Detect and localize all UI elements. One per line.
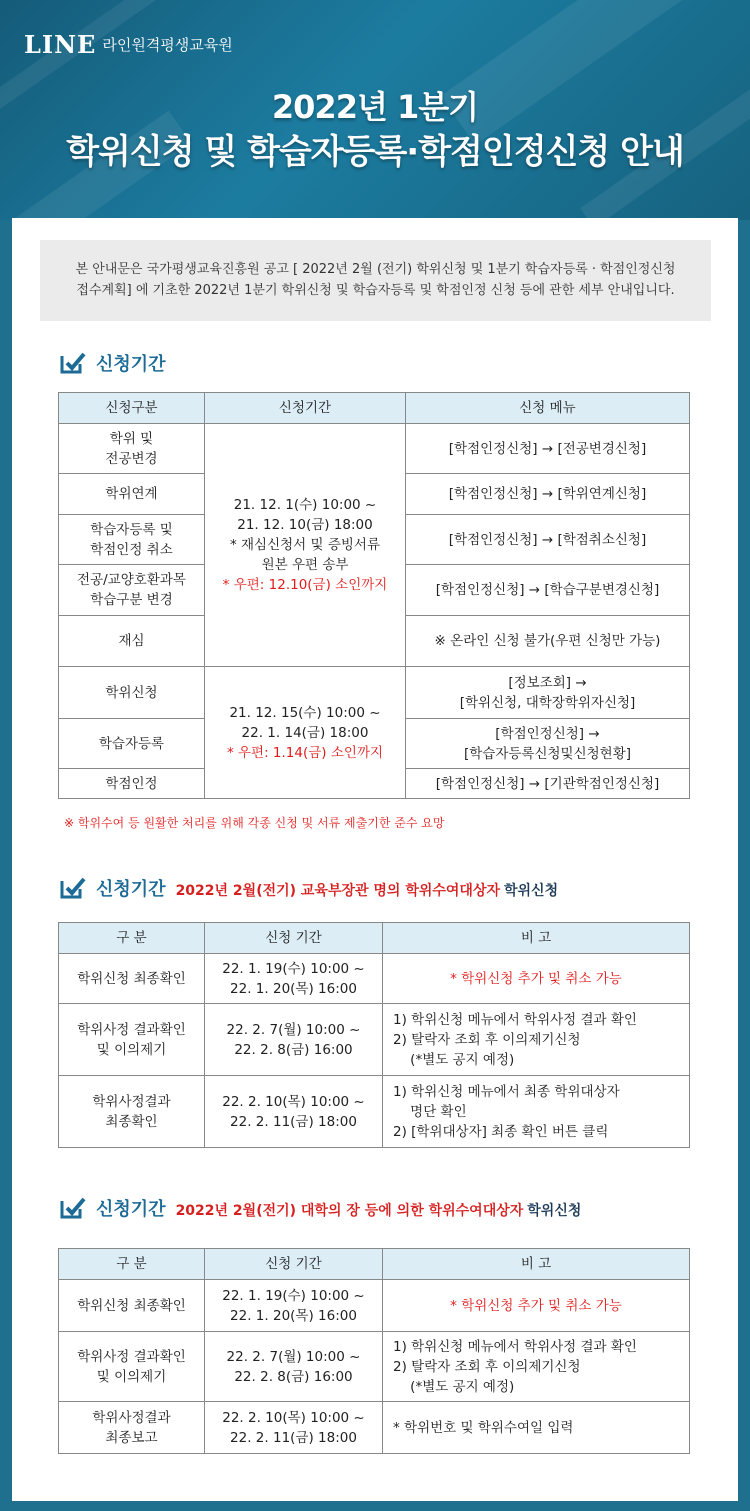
section1-heading: [60, 348, 166, 376]
table1-header-type: 신청구분: [59, 393, 205, 424]
table-cell: 학습자등록 및 학점인정 취소: [59, 515, 205, 565]
schedule-table-3: [58, 1248, 690, 1454]
table-cell: [학점인정신청] → [학위연계신청]: [406, 474, 690, 515]
table-cell: 22. 1. 19(수) 10:00 ~ 22. 1. 20(목) 16:00: [205, 1280, 383, 1332]
table1-header-period: 신청기간: [205, 393, 406, 424]
checkmark-icon: [60, 877, 86, 899]
table-cell: 학위신청: [59, 667, 205, 719]
table-cell: 1) 학위신청 메뉴에서 학위사정 결과 확인 2) 탈락자 조회 후 이의제기신청 (*별도 공지 예정): [383, 1332, 690, 1402]
table-cell: 22. 2. 7(월) 10:00 ~ 22. 2. 8(금) 16:00: [205, 1004, 383, 1076]
table-cell: 학위연계: [59, 474, 205, 515]
section3-title: 신청기간: [96, 1199, 166, 1220]
table-cell: [학점인정신청] → [전공변경신청]: [406, 424, 690, 474]
table-cell: 학위사정 결과확인 및 이의제기: [59, 1004, 205, 1076]
page-title-line2: 학위신청 및 학습자등록·학점인정신청 안내: [66, 132, 684, 172]
org-name: 라인원격평생교육원: [102, 36, 233, 54]
logo-mark: LINE: [24, 30, 97, 59]
checkmark-icon: [60, 1197, 86, 1219]
period-b-postal: * 우편: 1.14(금) 소인까지: [226, 744, 384, 761]
table3-header-period: 신청 기간: [205, 1249, 383, 1280]
table-cell: [학점인정신청] → [학습구분변경신청]: [406, 565, 690, 616]
section3-heading: [60, 1193, 581, 1221]
table-cell: 전공/교양호환과목 학습구분 변경: [59, 565, 205, 616]
table-cell: 학위신청 최종확인: [59, 954, 205, 1004]
table2-header-type: 구 분: [59, 923, 205, 954]
table-cell: 1) 학위신청 메뉴에서 최종 학위대상자 명단 확인 2) [학위대상자] 최종 확인 버튼 클릭: [383, 1076, 690, 1148]
table-cell: 22. 1. 19(수) 10:00 ~ 22. 1. 20(목) 16:00: [205, 954, 383, 1004]
section2-subtitle: 2022년 2월(전기) 교육부장관 명의 학위수여대상자: [175, 883, 500, 899]
checkmark-icon: [60, 352, 86, 374]
table-cell: 학습자등록: [59, 719, 205, 769]
header-banner: [0, 0, 750, 220]
table3-header-type: 구 분: [59, 1249, 205, 1280]
table-cell: 22. 2. 7(월) 10:00 ~ 22. 2. 8(금) 16:00: [205, 1332, 383, 1402]
table-cell: 학위 및 전공변경: [59, 424, 205, 474]
section3-subtitle-end: 학위신청: [527, 1203, 582, 1219]
logo[interactable]: [24, 30, 233, 59]
table-cell: * 학위신청 추가 및 취소 가능: [383, 1280, 690, 1332]
content-panel: [12, 218, 738, 1501]
table3-header-note: 비 고: [383, 1249, 690, 1280]
table-cell: ※ 온라인 신청 불가(우편 신청만 가능): [406, 616, 690, 667]
section2-subtitle-end: 학위신청: [504, 883, 559, 899]
table-cell: * 학위번호 및 학위수여일 입력: [383, 1402, 690, 1454]
page-title-line1: 2022년 1분기: [271, 88, 479, 126]
section3-subtitle: 2022년 2월(전기) 대학의 장 등에 의한 학위수여대상자: [175, 1203, 524, 1219]
table-cell: 1) 학위신청 메뉴에서 학위사정 결과 확인 2) 탈락자 조회 후 이의제기신청 (*별도 공지 예정): [383, 1004, 690, 1076]
table-cell: [정보조회] → [학위신청, 대학장학위자신청]: [406, 667, 690, 719]
footnote: ※ 학위수여 등 원활한 처리를 위해 각종 신청 및 서류 제출기한 준수 요망: [64, 816, 445, 830]
table-cell: 재심: [59, 616, 205, 667]
table-cell: [학점인정신청] → [학점취소신청]: [406, 515, 690, 565]
section2-heading: [60, 873, 558, 901]
table1-header-menu: 신청 메뉴: [406, 393, 690, 424]
period-a-text: 21. 12. 1(수) 10:00 ~ 21. 12. 10(금) 18:00 * 재심신청서 및 증빙서류 원본 우편 송부: [229, 497, 381, 573]
table-cell: 22. 2. 10(목) 10:00 ~ 22. 2. 11(금) 18:00: [205, 1076, 383, 1148]
table-cell: 학위신청 최종확인: [59, 1280, 205, 1332]
section2-title: 신청기간: [96, 879, 166, 900]
notice-box: [40, 240, 711, 321]
schedule-table-2: [58, 922, 690, 1148]
table2-header-note: 비 고: [383, 923, 690, 954]
period-cell-a: [205, 424, 406, 667]
notice-line2: 접수계획] 에 기초한 2022년 1분기 학위신청 및 학습자등록 및 학점인정 신청 등에 관한 세부 안내입니다.: [76, 283, 675, 298]
period-b-text: 21. 12. 15(수) 10:00 ~ 22. 1. 14(금) 18:00: [229, 704, 381, 741]
table-cell: * 학위신청 추가 및 취소 가능: [383, 954, 690, 1004]
section1-title: 신청기간: [96, 354, 166, 375]
period-a-postal: * 우편: 12.10(금) 소인까지: [222, 577, 388, 593]
table-cell: [학점인정신청] → [기관학점인정신청]: [406, 769, 690, 799]
table-cell: 학위사정결과 최종보고: [59, 1402, 205, 1454]
table-cell: [학점인정신청] → [학습자등록신청및신청현황]: [406, 719, 690, 769]
period-cell-b: [205, 667, 406, 799]
table-cell: 학위사정결과 최종확인: [59, 1076, 205, 1148]
table-cell: 22. 2. 10(목) 10:00 ~ 22. 2. 11(금) 18:00: [205, 1402, 383, 1454]
notice-line1: 본 안내문은 국가평생교육진흥원 공고 [ 2022년 2월 (전기) 학위신청 및 1분기 학습자등록 · 학점인정신청: [75, 262, 676, 277]
table-cell: 학점인정: [59, 769, 205, 799]
table-cell: 학위사정 결과확인 및 이의제기: [59, 1332, 205, 1402]
schedule-table-1: [58, 392, 690, 799]
table2-header-period: 신청 기간: [205, 923, 383, 954]
